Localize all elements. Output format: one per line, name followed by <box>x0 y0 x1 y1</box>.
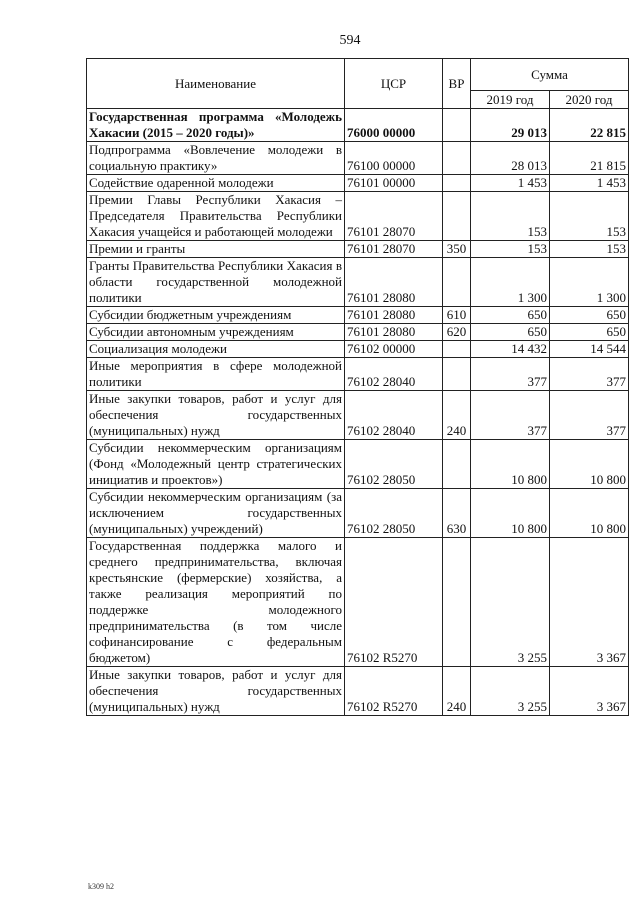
row-name: Иные закупки товаров, работ и услуг для обеспечения государственных (муниципальных) нужд <box>87 667 345 716</box>
header-year-2019: 2019 год <box>471 91 550 109</box>
row-name: Субсидии некоммерческим организациям (Фонд «Молодежный центр стратегических инициатив и проектов») <box>87 440 345 489</box>
row-vr: 610 <box>443 307 471 324</box>
row-sum-2020: 10 800 <box>550 489 629 538</box>
row-sum-2019: 29 013 <box>471 109 550 142</box>
row-sum-2019: 153 <box>471 241 550 258</box>
table-header <box>87 59 629 109</box>
row-csr: 76101 28080 <box>345 324 443 341</box>
table-row <box>87 341 629 358</box>
table-row <box>87 307 629 324</box>
row-sum-2019: 153 <box>471 192 550 241</box>
row-name: Государственная поддержка малого и среднего предпринимательства, включая крестьянские (фермерские) хозяйства, а также реализация мероприятий по поддержке молодежного предпринимательства (в том числе софинансирование с федеральным бюджетом) <box>87 538 345 667</box>
row-vr <box>443 440 471 489</box>
row-vr <box>443 109 471 142</box>
row-sum-2020: 377 <box>550 358 629 391</box>
row-name: Субсидии автономным учреждениям <box>87 324 345 341</box>
table-row <box>87 391 629 440</box>
row-sum-2020: 10 800 <box>550 440 629 489</box>
footer-code: k309 h2 <box>88 882 114 891</box>
row-sum-2020: 153 <box>550 241 629 258</box>
row-sum-2019: 10 800 <box>471 489 550 538</box>
row-sum-2019: 650 <box>471 324 550 341</box>
row-csr: 76101 28070 <box>345 192 443 241</box>
row-name: Социализация молодежи <box>87 341 345 358</box>
row-csr: 76102 R5270 <box>345 667 443 716</box>
row-sum-2020: 3 367 <box>550 538 629 667</box>
table-row <box>87 440 629 489</box>
row-vr <box>443 175 471 192</box>
row-sum-2020: 153 <box>550 192 629 241</box>
budget-table <box>86 58 629 716</box>
row-csr: 76101 28080 <box>345 307 443 324</box>
row-name: Государственная программа «Молодежь Хакасии (2015 – 2020 годы)» <box>87 109 345 142</box>
table-row <box>87 324 629 341</box>
row-sum-2020: 650 <box>550 324 629 341</box>
row-sum-2020: 3 367 <box>550 667 629 716</box>
row-csr: 76102 28040 <box>345 358 443 391</box>
row-csr: 76100 00000 <box>345 142 443 175</box>
row-sum-2019: 650 <box>471 307 550 324</box>
row-sum-2020: 14 544 <box>550 341 629 358</box>
row-name: Подпрограмма «Вовлечение молодежи в социальную практику» <box>87 142 345 175</box>
header-vr: ВР <box>443 59 471 109</box>
row-csr: 76101 28080 <box>345 258 443 307</box>
row-vr <box>443 358 471 391</box>
table-row <box>87 258 629 307</box>
header-year-2020: 2020 год <box>550 91 629 109</box>
row-sum-2019: 377 <box>471 391 550 440</box>
row-vr <box>443 341 471 358</box>
row-sum-2020: 377 <box>550 391 629 440</box>
row-name: Иные закупки товаров, работ и услуг для обеспечения государственных (муниципальных) нужд <box>87 391 345 440</box>
header-csr: ЦСР <box>345 59 443 109</box>
row-vr <box>443 538 471 667</box>
row-name: Гранты Правительства Республики Хакасия в области государственной молодежной политики <box>87 258 345 307</box>
row-csr: 76102 28050 <box>345 440 443 489</box>
row-vr: 240 <box>443 391 471 440</box>
row-name: Премии и гранты <box>87 241 345 258</box>
table-row <box>87 109 629 142</box>
row-sum-2020: 650 <box>550 307 629 324</box>
table-row <box>87 192 629 241</box>
header-name: Наименование <box>87 59 345 109</box>
row-vr: 620 <box>443 324 471 341</box>
row-vr <box>443 192 471 241</box>
row-name: Субсидии некоммерческим организациям (за исключением государственных (муниципальных) учреждений) <box>87 489 345 538</box>
table-body <box>87 109 629 716</box>
row-vr <box>443 142 471 175</box>
page-number: 594 <box>339 33 361 48</box>
row-sum-2019: 14 432 <box>471 341 550 358</box>
header-sum: Сумма <box>471 59 629 91</box>
row-vr: 350 <box>443 241 471 258</box>
row-sum-2019: 10 800 <box>471 440 550 489</box>
table-row <box>87 241 629 258</box>
row-sum-2019: 3 255 <box>471 667 550 716</box>
row-name: Иные мероприятия в сфере молодежной политики <box>87 358 345 391</box>
table-row <box>87 667 629 716</box>
row-sum-2019: 1 453 <box>471 175 550 192</box>
row-name: Премии Главы Республики Хакасия – Председателя Правительства Республики Хакасия учащейся и работающей молодежи <box>87 192 345 241</box>
row-csr: 76101 28070 <box>345 241 443 258</box>
row-sum-2020: 1 300 <box>550 258 629 307</box>
row-sum-2019: 3 255 <box>471 538 550 667</box>
row-csr: 76000 00000 <box>345 109 443 142</box>
table-row <box>87 175 629 192</box>
row-name: Содействие одаренной молодежи <box>87 175 345 192</box>
table-row <box>87 358 629 391</box>
row-sum-2020: 21 815 <box>550 142 629 175</box>
row-csr: 76102 28040 <box>345 391 443 440</box>
row-vr <box>443 258 471 307</box>
row-sum-2019: 1 300 <box>471 258 550 307</box>
row-csr: 76101 00000 <box>345 175 443 192</box>
row-csr: 76102 28050 <box>345 489 443 538</box>
row-name: Субсидии бюджетным учреждениям <box>87 307 345 324</box>
row-sum-2019: 28 013 <box>471 142 550 175</box>
row-csr: 76102 R5270 <box>345 538 443 667</box>
row-sum-2020: 22 815 <box>550 109 629 142</box>
row-vr: 630 <box>443 489 471 538</box>
table-row <box>87 538 629 667</box>
row-sum-2019: 377 <box>471 358 550 391</box>
table-row <box>87 142 629 175</box>
row-csr: 76102 00000 <box>345 341 443 358</box>
row-vr: 240 <box>443 667 471 716</box>
table-row <box>87 489 629 538</box>
row-sum-2020: 1 453 <box>550 175 629 192</box>
